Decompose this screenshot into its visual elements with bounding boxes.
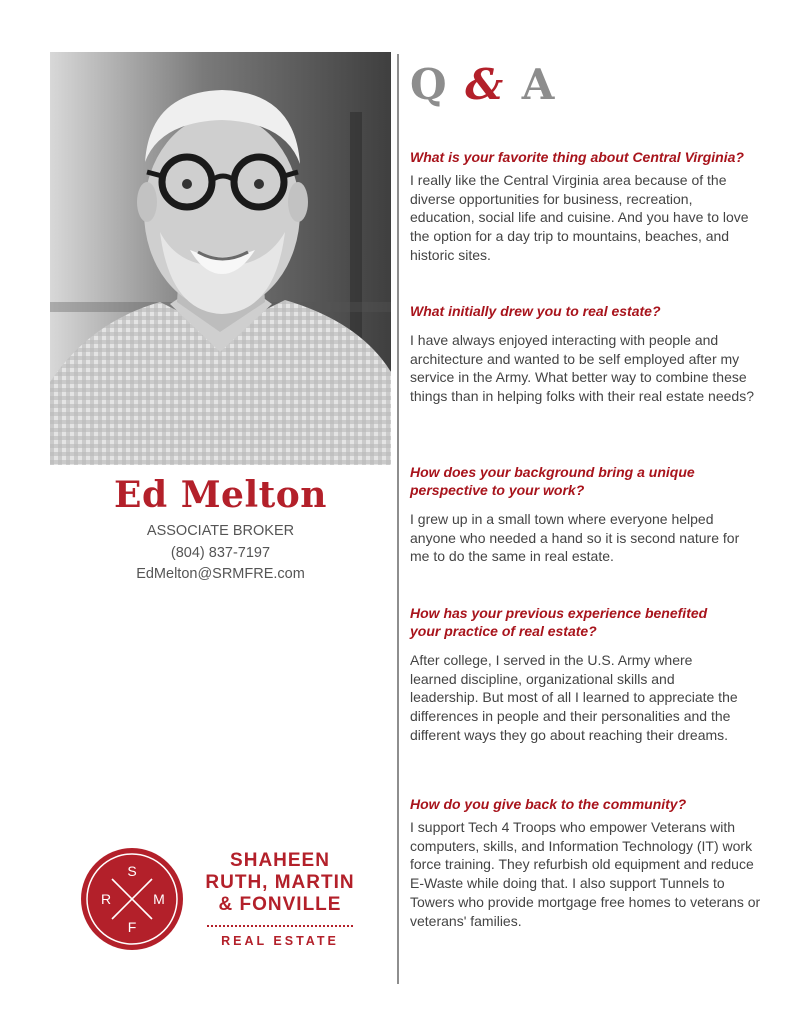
company-tagline: REAL ESTATE [221,934,339,948]
company-name-line-3: & FONVILLE [218,894,342,915]
agent-phone[interactable]: (804) 837-7197 [170,545,271,561]
logo-letter-f: F [127,919,137,935]
question: What initially drew you to real estate? [410,303,661,319]
qa-heading-amp: & [465,60,506,109]
question: How has your previous experience benefited your practice of real estate? [410,605,708,639]
answer: After college, I served in the U.S. Army where learned discipline, organizational skills and leadership. But most of all I learned to appreciate the differences in people and their personalities and the different ways they go about reaching their dreams. [410,652,738,743]
logo-letter-r: R [100,891,112,907]
qa-heading-q: Q [410,60,449,109]
company-name-line-1: SHAHEEN [230,850,330,871]
question: How do you give back to the community? [410,796,687,812]
portrait-illustration [50,52,391,465]
company-logo-text [190,850,370,948]
agent-email[interactable]: EdMelton@SRMFRE.com [136,566,305,582]
qa-heading [410,60,556,109]
agent-title: ASSOCIATE BROKER [146,523,295,539]
qa-heading-a: A [521,60,557,109]
answer: I support Tech 4 Troops who empower Veterans with computers, skills, and Information Technology (IT) work force training. They refurbish old equipment and reduce E-Waste while doing that. I also support Tunnels to Towers who provide mortgage free homes to veterans or veterans' families. [410,819,761,929]
agent-photo [50,52,391,465]
answer: I really like the Central Virginia area because of the diverse opportunities for business, recreation, education, social life and cuisine. And you have to love the option for a day trip to mountains, beaches, and historic sites. [410,172,749,263]
qa-item [410,604,738,745]
qa-item [410,795,762,930]
answer: I have always enjoyed interacting with people and architecture and wanted to be self employed after my service in the Army. What better way to combine these things than in helping folks with their real estate needs? [410,332,754,405]
column-divider [397,54,399,984]
answer: I grew up in a small town where everyone helped anyone who needed a hand so it is second nature for me to do the same in real estate. [410,511,740,565]
agent-name: Ed Melton [114,474,327,516]
logo-letter-s: S [127,863,137,879]
question: What is your favorite thing about Central Virginia? [410,149,744,165]
company-name-line-2: RUTH, MARTIN [205,872,355,893]
qa-item [410,148,760,265]
logo-dotted-divider [207,925,353,927]
logo-letter-m: M [153,891,165,907]
srmf-logo-mark [80,847,184,951]
question: How does your background bring a unique perspective to your work? [410,464,695,498]
qa-item [410,302,760,406]
qa-item [410,463,740,566]
